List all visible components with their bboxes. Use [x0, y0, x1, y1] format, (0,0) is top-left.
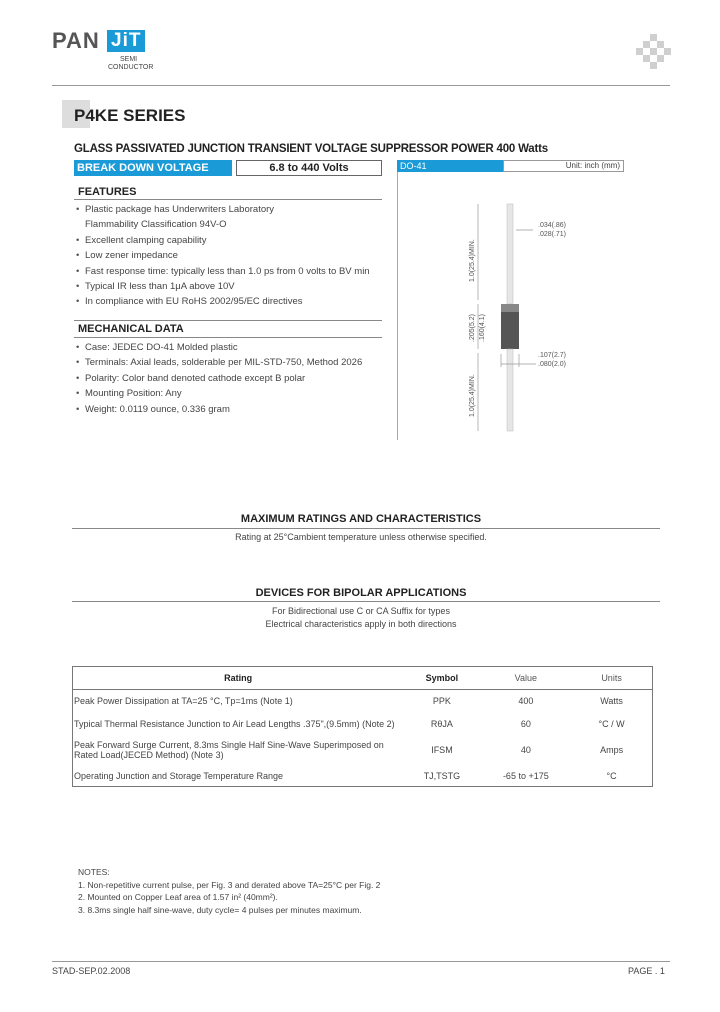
- mechanical-item: • Terminals: Axial leads, solderable per MIL-STD-750, Method 2026: [76, 355, 396, 370]
- bipolar-line2: Electrical characteristics apply in both directions: [265, 619, 457, 629]
- ratings-heading: MAXIMUM RATINGS AND CHARACTERISTICS: [240, 513, 482, 525]
- package-name: DO-41: [397, 160, 503, 172]
- table-row: [72, 690, 652, 713]
- footer-date: STAD-SEP.02.2008: [52, 966, 131, 976]
- logo-pan: PAN: [52, 28, 100, 53]
- table-row: [72, 765, 652, 787]
- page-subtitle: GLASS PASSIVATED JUNCTION TRANSIENT VOLTAGE SUPPRESSOR POWER 400 Watts: [74, 143, 548, 155]
- cell-value: -65 to +175: [502, 770, 549, 781]
- header-value: Value: [481, 667, 572, 690]
- ratings-table: [72, 666, 652, 787]
- body-dia-max: .107(2.7): [538, 352, 567, 359]
- cell-value: 40: [520, 745, 531, 755]
- feature-item: • In compliance with EU RoHS 2002/95/EC directives: [76, 294, 396, 309]
- cell-units: °C / W: [598, 719, 625, 729]
- cell-units: °C: [606, 770, 617, 781]
- feature-item: • Plastic package has Underwriters Laboratory Flammability Classification 94V-O: [76, 202, 396, 233]
- cell-rating: Operating Junction and Storage Temperature Range: [74, 770, 283, 781]
- mechanical-heading: MECHANICAL DATA: [78, 323, 184, 335]
- cell-rating: Peak Forward Surge Current, 8.3ms Single Half Sine-Wave Superimposed on Rated Load(JECED Method) (Note 3): [74, 740, 384, 760]
- header-rating: Rating: [72, 667, 403, 690]
- table-bottom-border: [72, 786, 653, 787]
- do41-package-drawing: [398, 172, 625, 440]
- cell-symbol: IFSM: [431, 745, 453, 755]
- header-divider: [52, 85, 670, 86]
- mechanical-list: [76, 340, 396, 417]
- footer-divider: [52, 961, 670, 962]
- notes: [78, 866, 380, 916]
- mechanical-divider: [74, 337, 382, 338]
- bipolar-line1: For Bidirectional use C or CA Suffix for types: [272, 606, 450, 616]
- footer-page: PAGE . 1: [628, 966, 665, 976]
- breakdown-voltage-label: BREAK DOWN VOLTAGE: [74, 160, 232, 176]
- header-symbol: Symbol: [403, 667, 480, 690]
- cell-rating: Peak Power Dissipation at TA=25 °C, Tp=1ms (Note 1): [74, 696, 293, 707]
- feature-item: • Excellent clamping capability: [76, 233, 396, 248]
- feature-item: • Fast response time: typically less than 1.0 ps from 0 volts to BV min: [76, 264, 396, 279]
- cell-value: 400: [518, 696, 534, 707]
- bipolar-heading: DEVICES FOR BIPOLAR APPLICATIONS: [255, 587, 467, 599]
- mechanical-item: • Weight: 0.0119 ounce, 0.336 gram: [76, 402, 396, 417]
- mechanical-top-divider: [74, 320, 382, 321]
- notes-heading: NOTES:: [78, 867, 110, 877]
- mechanical-item: • Polarity: Color band denoted cathode except B polar: [76, 371, 396, 386]
- features-heading: FEATURES: [78, 186, 137, 198]
- cell-value: 60: [520, 719, 531, 729]
- mechanical-item: • Mounting Position: Any: [76, 386, 396, 401]
- table-row: [72, 736, 652, 765]
- cell-rating: Typical Thermal Resistance Junction to Air Lead Lengths .375",(9.5mm) (Note 2): [74, 719, 395, 729]
- mechanical-item: • Case: JEDEC DO-41 Molded plastic: [76, 340, 396, 355]
- features-divider: [74, 199, 382, 200]
- cell-symbol: RθJA: [430, 719, 453, 729]
- table-row: [72, 713, 652, 736]
- body-len-min: .160(4.1): [479, 313, 486, 342]
- cell-units: Watts: [600, 696, 623, 707]
- lead-dia-min: .028(.71): [538, 231, 567, 238]
- lead-len-top: 1.0(25.4)MIN.: [469, 239, 476, 282]
- cell-symbol: TJ,TSTG: [423, 770, 461, 781]
- logo-sub-line1: SEMI: [120, 56, 138, 63]
- note-item: 2. Mounted on Copper Leaf area of 1.57 in² (40mm²).: [78, 892, 278, 902]
- package-unit: Unit: inch (mm): [503, 160, 624, 172]
- logo-sub-line2: CONDUCTOR: [108, 64, 154, 71]
- ratings-divider: [72, 528, 660, 529]
- body-len: .205(5.2): [469, 313, 476, 342]
- ratings-note: Rating at 25°Cambient temperature unless otherwise specified.: [235, 532, 487, 542]
- lead-len-bot: 1.0(25.4)MIN.: [469, 374, 476, 417]
- table-right-border: [652, 666, 653, 786]
- table-header-row: [72, 667, 652, 690]
- header-units: Units: [571, 667, 652, 690]
- cell-symbol: PPK: [432, 696, 451, 707]
- package-drawing-panel: [397, 172, 625, 440]
- cell-units: Amps: [600, 745, 624, 755]
- corner-grid-decoration: [636, 34, 670, 68]
- logo-subtitle: [108, 56, 153, 72]
- voltage-range: 6.8 to 440 Volts: [236, 160, 382, 176]
- feature-item: • Low zener impedance: [76, 248, 396, 263]
- note-item: 3. 8.3ms single half sine-wave, duty cycle= 4 pulses per minutes maximum.: [78, 904, 362, 915]
- features-list: [76, 202, 396, 310]
- body-dia-min: .080(2.0): [538, 361, 567, 368]
- feature-item: • Typical IR less than 1μA above 10V: [76, 279, 396, 294]
- logo-jit: JiT: [107, 30, 145, 52]
- bipolar-divider: [72, 601, 660, 602]
- note-item: 1. Non-repetitive current pulse, per Fig. 3 and derated above TA=25°C per Fig. 2: [78, 879, 381, 890]
- page-title: P4KE SERIES: [74, 106, 186, 125]
- lead-dia-max: .034(.86): [538, 222, 567, 229]
